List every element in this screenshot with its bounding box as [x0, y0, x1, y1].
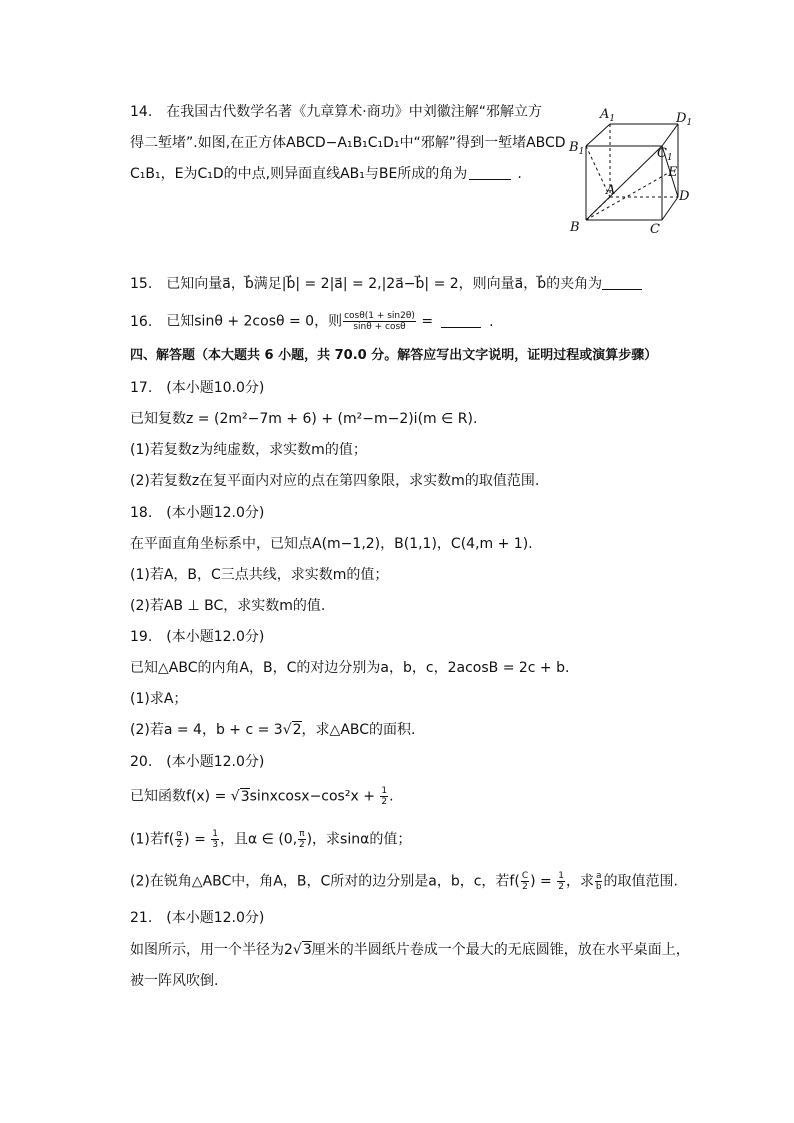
cube-label-d: D: [679, 189, 690, 204]
q17-score: (本小题10.0分): [166, 380, 265, 396]
q19-header: [130, 627, 264, 647]
q16-answer-blank: [441, 313, 481, 328]
q18-header: [130, 503, 264, 523]
q14-text-2: 得二堑堵”.如图,在正方体ABCD−A₁B₁C₁D₁中“邪解”得到一堑堵ABCD: [130, 135, 566, 151]
q20-header: [130, 752, 264, 772]
q21-line1: 如图所示，用一个半径为2√3厘米的半圆纸片卷成一个最大的无底圆锥，放在水平桌面上，: [130, 942, 690, 958]
q14-tail: .: [517, 166, 522, 182]
q15-number: 15.: [130, 276, 153, 292]
q20-part2: (2)在锐角△ABC中，角A，B，C所对的边分别是a，b，c，若f( $\frac{C}{2}$ ) = $\frac{1}{2}$ ，求 $\frac{a}{b}$ 的取值范围.: [130, 871, 678, 892]
q14-text-3: C₁B₁，E为C₁D的中点,则异面直线AB₁与BE所成的角为: [130, 166, 468, 182]
q17-part2: (2)若复数z在复平面内对应的点在第四象限，求实数m的取值范围.: [130, 473, 540, 489]
q18-number: 18.: [130, 505, 153, 521]
q18-stem: 在平面直角坐标系中，已知点A(m−1,2)，B(1,1)，C(4,m + 1).: [130, 536, 533, 552]
q16-fraction: [343, 311, 416, 332]
q17-stem: 已知复数z = (2m²−7m + 6) + (m²−m−2)i(m ∈ R).: [130, 411, 478, 427]
q16-frac-denominator: sinθ + cosθ: [353, 322, 406, 332]
cube-label-e: E: [668, 165, 678, 180]
q14-line2: [130, 133, 566, 153]
q17-header: [130, 378, 264, 398]
q16-number: 16.: [130, 313, 153, 330]
q16-frac-numerator: cosθ(1 + sin2θ): [344, 311, 415, 321]
q17-number: 17.: [130, 380, 153, 396]
q18-score: (本小题12.0分): [166, 505, 265, 521]
q15-line: [130, 274, 642, 294]
q20-stem: 已知函数f(x) = √3sinxcosx−cos²x + $\frac{1}{2}$ .: [130, 786, 394, 807]
q14-text-1: 在我国古代数学名著《九章算术·商功》中刘徽注解“邪解立方: [166, 104, 542, 120]
q16-text-post: =: [416, 313, 434, 330]
cube-label-b: B: [570, 220, 580, 235]
cube-label-b1: $B_1$: [569, 140, 585, 157]
cube-label-c: C: [650, 222, 660, 237]
q14-answer-blank: [469, 165, 511, 180]
q16-text-pre: 已知sinθ + 2cosθ = 0，则: [166, 313, 343, 330]
q19-number: 19.: [130, 629, 153, 645]
q21-number: 21.: [130, 910, 153, 926]
cube-label-d1: $D_1$: [676, 111, 693, 128]
section-4-heading: 四、解答题（本大题共 6 小题，共 70.0 分。解答应写出文字说明，证明过程或演算步骤）: [130, 348, 658, 363]
q20-score: (本小题12.0分): [166, 754, 265, 770]
q21-score: (本小题12.0分): [166, 910, 265, 926]
q14-line3: [130, 164, 522, 184]
q14-line1: [130, 102, 542, 122]
cube-label-a: A: [606, 183, 616, 198]
q17-part1: (1)若复数z为纯虚数，求实数m的值；: [130, 442, 367, 458]
q15-text: 已知向量a⃗，b⃗满足|b⃗| = 2|a⃗| = 2,|2a⃗−b⃗| = 2，则向量a⃗，b⃗的夹角为: [166, 276, 603, 292]
q20-number: 20.: [130, 754, 153, 770]
q18-part2: (2)若AB ⊥ BC，求实数m的值.: [130, 598, 326, 614]
q21-header: [130, 908, 264, 928]
q18-part1: (1)若A，B，C三点共线，求实数m的值；: [130, 567, 389, 583]
q15-answer-blank: [602, 275, 642, 290]
q16-tail: .: [489, 313, 494, 330]
q21-line2: 被一阵风吹倒.: [130, 973, 219, 989]
q16-line: [130, 311, 494, 332]
q19-part2: (2)若a = 4，b + c = 3√2，求△ABC的面积.: [130, 722, 416, 738]
q20-part1: (1)若f( $\frac{\alpha}{2}$ ) = $\frac{1}{3}$ ，且α ∈ (0, $\frac{\pi}{2}$ )，求sinα的值；: [130, 829, 412, 850]
cube-label-a1: $A_1$: [600, 107, 616, 124]
q14-number: 14.: [130, 104, 153, 120]
cube-label-c1: $C_1$: [657, 146, 673, 163]
q19-part1: (1)求A；: [130, 691, 188, 707]
q19-stem: 已知△ABC的内角A，B，C的对边分别为a，b，c，2acosB = 2c + b.: [130, 660, 570, 676]
cube-figure: [560, 102, 710, 237]
q19-score: (本小题12.0分): [166, 629, 265, 645]
